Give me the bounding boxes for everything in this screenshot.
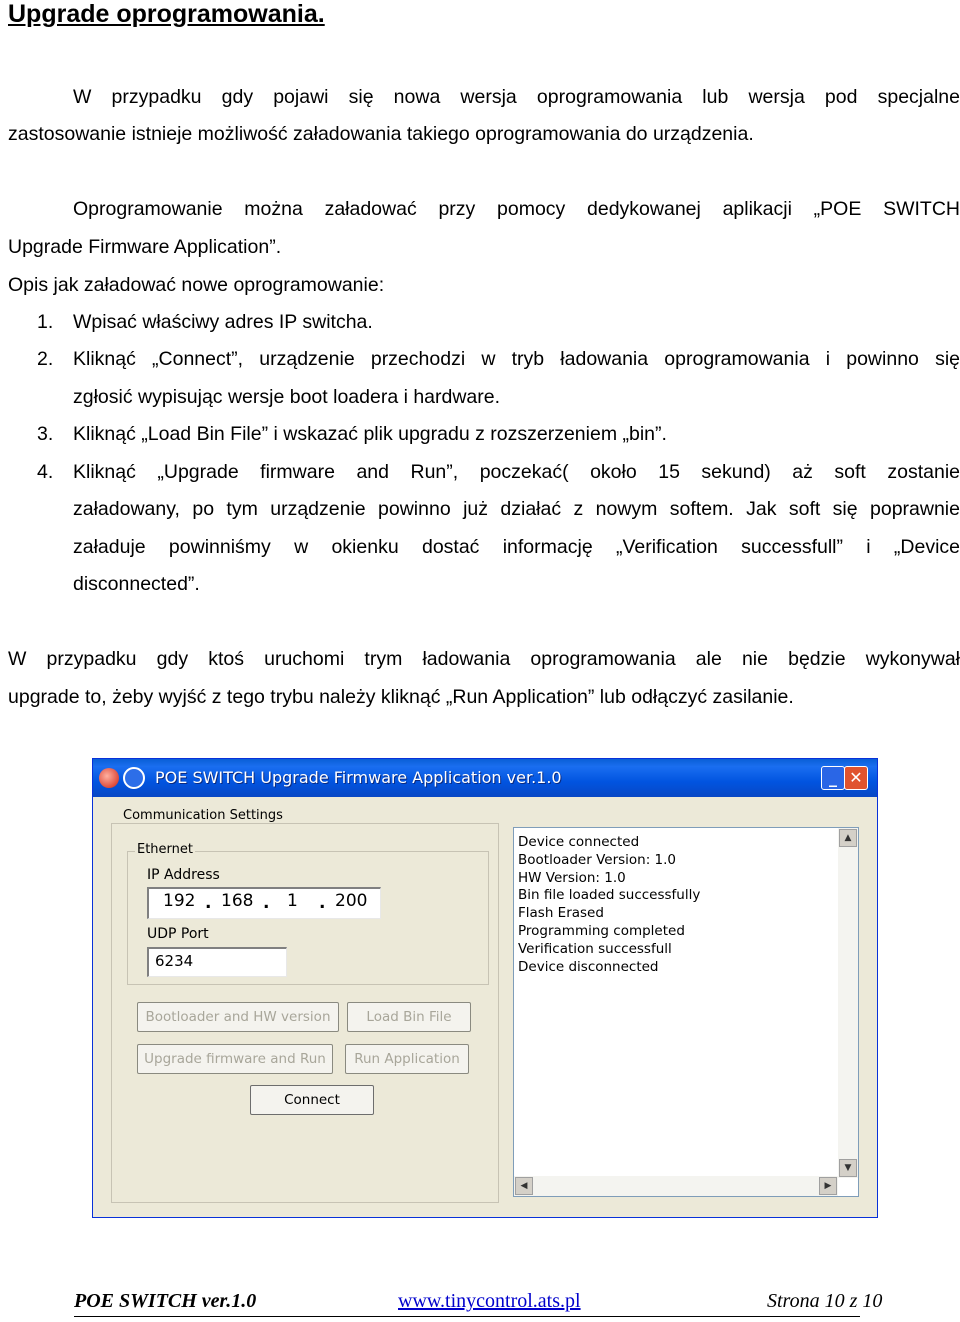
- upgrade-firmware-run-button[interactable]: Upgrade firmware and Run: [137, 1044, 333, 1074]
- footer-link[interactable]: www.tinycontrol.ats.pl: [398, 1290, 581, 1312]
- close-button[interactable]: ✕: [844, 766, 868, 790]
- udp-port-field[interactable]: 6234: [147, 947, 287, 977]
- log-line: Flash Erased: [518, 905, 604, 922]
- step-text: Kliknąć „Connect”, urządzenie przechodzi w tryb ładowania oprogramowania i powinno się: [73, 348, 960, 370]
- ethernet-label: Ethernet: [137, 842, 193, 857]
- log-line: Verification successfull: [518, 940, 672, 957]
- load-bin-file-button[interactable]: Load Bin File: [347, 1002, 471, 1032]
- para2-line1: Oprogramowanie można załadować przy pomocy dedykowanej aplikacji „POE SWITCH: [73, 198, 960, 220]
- step-text: disconnected”.: [73, 573, 200, 595]
- ip-octet[interactable]: 200: [335, 891, 368, 911]
- minimize-button[interactable]: _: [821, 766, 845, 790]
- step-number: 3.: [37, 423, 54, 445]
- para3-line1: W przypadku gdy ktoś uruchomi trym ładowania oprogramowania ale nie będzie wykonywał: [8, 648, 960, 670]
- ip-address-field[interactable]: [147, 887, 381, 919]
- status-log[interactable]: [513, 827, 859, 1197]
- para1-line2: zastosowanie istnieje możliwość załadowania takiego oprogramowania do urządzenia.: [8, 123, 754, 145]
- footer-page-number: Strona 10 z 10: [767, 1290, 883, 1312]
- vertical-scrollbar[interactable]: [838, 828, 858, 1178]
- log-line: HW Version: 1.0: [518, 869, 626, 886]
- ip-separator: .: [319, 893, 326, 913]
- step-text: załaduje powinniśmy w okienku dostać informację „Verification successfull” i „Device: [73, 536, 960, 558]
- log-line: Device connected: [518, 834, 640, 850]
- horizontal-scrollbar[interactable]: [514, 1176, 838, 1196]
- step-text: Kliknąć „Load Bin File” i wskazać plik upgradu z rozszerzeniem „bin”.: [73, 423, 667, 445]
- para3-line2: upgrade to, żeby wyjść z tego trybu należy kliknąć „Run Application” lub odłączyć zasilanie.: [8, 686, 794, 708]
- log-line: Device disconnected: [518, 958, 659, 975]
- udp-port-label: UDP Port: [147, 926, 209, 942]
- para1-line1: W przypadku gdy pojawi się nowa wersja oprogramowania lub wersja pod specjalne: [73, 86, 960, 108]
- step-text: zgłosić wypisując wersje boot loadera i hardware.: [73, 386, 501, 408]
- footer-product: POE SWITCH ver.1.0: [74, 1290, 257, 1312]
- step-number: 1.: [37, 311, 54, 333]
- window-title: POE SWITCH Upgrade Firmware Application ver.1.0: [155, 768, 562, 787]
- app-window: [92, 758, 878, 1218]
- para2-line2: Upgrade Firmware Application”.: [8, 236, 282, 258]
- intro-text: Opis jak załadować nowe oprogramowanie:: [8, 274, 385, 296]
- footer-divider: [74, 1316, 860, 1317]
- ip-separator: .: [205, 893, 212, 913]
- log-line: Programming completed: [518, 922, 685, 939]
- log-line: Bin file loaded successfully: [518, 887, 701, 904]
- scroll-left-icon[interactable]: ◀: [515, 1177, 533, 1195]
- title-bar[interactable]: [93, 759, 877, 797]
- step-number: 2.: [37, 348, 54, 370]
- ip-separator: .: [263, 893, 270, 913]
- ip-address-label: IP Address: [147, 867, 220, 883]
- step-text: Wpisać właściwy adres IP switcha.: [73, 311, 373, 333]
- scroll-right-icon[interactable]: ▶: [819, 1177, 837, 1195]
- bootloader-hw-button[interactable]: Bootloader and HW version: [137, 1002, 339, 1032]
- app-logo-icon: [99, 768, 119, 788]
- ip-octet[interactable]: 192: [163, 891, 196, 911]
- scroll-down-icon[interactable]: ▼: [839, 1159, 857, 1177]
- step-text: Kliknąć „Upgrade firmware and Run”, poczekać( około 15 sekund) aż soft zostanie: [73, 461, 960, 483]
- step-number: 4.: [37, 461, 54, 483]
- connect-button[interactable]: Connect: [250, 1085, 374, 1115]
- ip-octet[interactable]: 168: [221, 891, 254, 911]
- page-heading: Upgrade oprogramowania.: [8, 0, 325, 28]
- system-menu-icon[interactable]: [123, 767, 145, 789]
- step-text: załadowany, po tym urządzenie powinno już działać z nowym softem. Jak soft się poprawnie: [73, 498, 960, 520]
- comm-settings-label: Communication Settings: [123, 808, 283, 823]
- scroll-up-icon[interactable]: ▲: [839, 829, 857, 847]
- log-line: Bootloader Version: 1.0: [518, 851, 677, 868]
- run-application-button[interactable]: Run Application: [345, 1044, 469, 1074]
- ip-octet[interactable]: 1: [287, 891, 298, 911]
